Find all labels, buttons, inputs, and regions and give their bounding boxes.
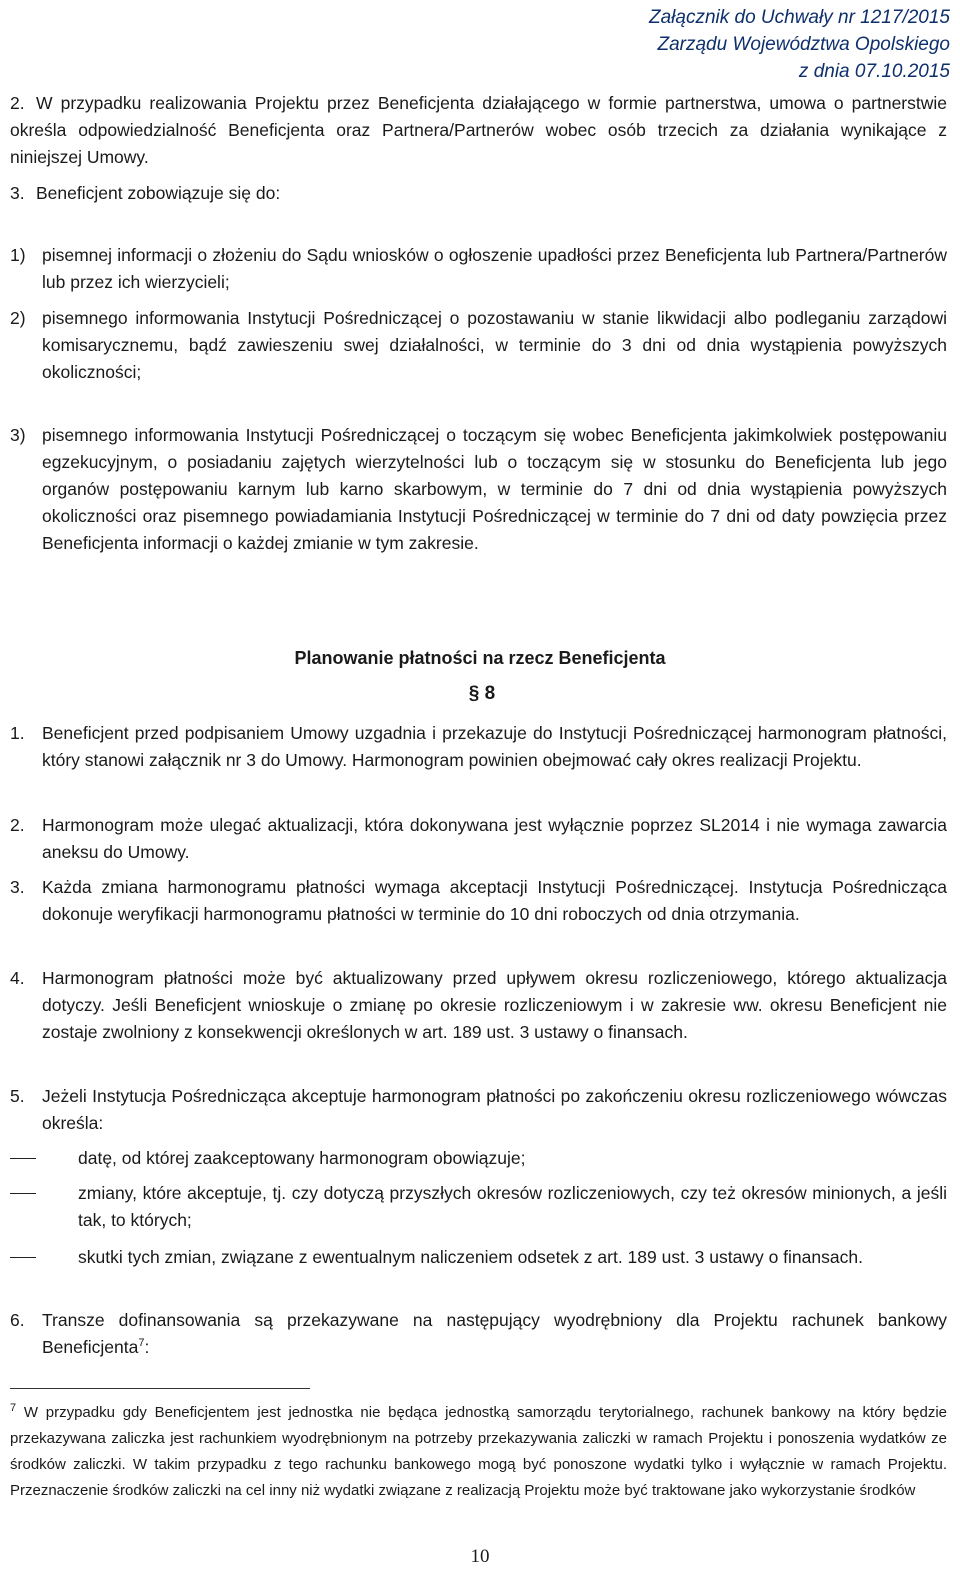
paragraph-partnership: W przypadku realizowania Projektu przez Beneficjenta działającego w formie partnerstwa, umowa o partnerstwie określa odpowiedzialność Beneficjenta oraz Partnera/Partnerów wobec osób trzecich za działania wynikające z niniejszej Umowy. — [10, 93, 947, 167]
subitem-number: 3) — [10, 425, 26, 445]
bullet-effective-date: datę, od której zaakceptowany harmonogram obowiązuje; — [78, 1148, 526, 1168]
footnote-separator — [10, 1388, 310, 1389]
bullet-change-effects: skutki tych zmian, związane z ewentualnym naliczeniem odsetek z art. 189 ust. 3 ustawy o finansach. — [78, 1247, 863, 1267]
item-number: 1. — [10, 723, 25, 743]
dash-bullet — [10, 1193, 36, 1194]
footnote-text: W przypadku gdy Beneficjentem jest jednostka nie będąca jednostką samorządu terytorialnego, rachunek bankowy na który będzie przekazywana zaliczka jest rachunkiem wyodrębnionym na potrzeby przekazywania zaliczki w ramach Projektu i ponoszenia wydatków ze środków zaliczki. W takim przypadku z tego rachunku bankowego mogą być ponoszone wydatki tylko i wyłącznie w ramach Projektu. Przeznaczenie środków zaliczki na cel inny niż wydatki związane z realizacją Projektu może być traktowane jako wykorzystanie środków — [10, 1404, 947, 1499]
subitem-bankruptcy: pisemnej informacji o złożeniu do Sądu wniosków o ogłoszenie upadłości przez Beneficjenta lub Partnera/Partnerów lub przez ich wierzycieli; — [42, 245, 947, 292]
paragraph-late-acceptance: Jeżeli Instytucja Pośrednicząca akceptuje harmonogram płatności po zakończeniu okresu rozliczeniowego wówczas określa: — [42, 1086, 947, 1133]
footnote-mark: 7 — [10, 1402, 17, 1414]
item-number: 6. — [10, 1310, 25, 1330]
section-number: § 8 — [468, 683, 496, 704]
footnote-7 — [10, 1400, 947, 1504]
paragraph-obligations-intro: Beneficjent zobowiązuje się do: — [36, 183, 281, 203]
paragraph-schedule-timing: Harmonogram płatności może być aktualizowany przed upływem okresu rozliczeniowego, którego aktualizacja dotyczy. Jeśli Beneficjent wnioskuje o zmianę po okresie rozliczeniowym i w zakresie ww. okresu Beneficjent nie zostaje zwolniony z konsekwencji określonych w art. 189 ust. 3 ustawy o finansach. — [42, 968, 947, 1042]
section-title: Planowanie płatności na rzecz Beneficjenta — [294, 648, 666, 668]
paragraph-schedule-agreement: Beneficjent przed podpisaniem Umowy uzgadnia i przekazuje do Instytucji Pośredniczącej harmonogram płatności, który stanowi załącznik nr 3 do Umowy. Harmonogram powinien obejmować cały okres realizacji Projektu. — [42, 723, 947, 770]
item-number: 2. — [10, 815, 25, 835]
header-line-2: Zarządu Województwa Opolskiego — [657, 34, 950, 55]
item-number: 4. — [10, 968, 25, 988]
dash-bullet — [10, 1257, 36, 1258]
subitem-enforcement: pisemnego informowania Instytucji Pośredniczącej o toczącym się wobec Beneficjenta jakimkolwiek postępowaniu egzekucyjnym, o posiadaniu zajętych wierzytelności lub o toczącym się w stosunku do Beneficjenta lub jego organów postępowaniu karnym lub karno skarbowym, w terminie do 7 dni od dnia wystąpienia powyższych okoliczności oraz pisemnego powiadamiania Instytucji Pośredniczącej w terminie do 7 dni od daty powzięcia przez Beneficjenta informacji o każdej zmianie w tym zakresie. — [42, 425, 947, 553]
subitem-number: 1) — [10, 245, 26, 265]
subitem-liquidation: pisemnego informowania Instytucji Pośredniczącej o pozostawaniu w stanie likwidacji albo podleganiu zarządowi komisarycznemu, bądź zawieszeniu swej działalności, w terminie do 3 dni od dnia wystąpienia powyższych okoliczności; — [42, 308, 947, 382]
paragraph-schedule-acceptance: Każda zmiana harmonogramu płatności wymaga akceptacji Instytucji Pośredniczącej. Instytucja Pośrednicząca dokonuje weryfikacji harmonogramu płatności w terminie do 10 dni roboczych od dnia otrzymania. — [42, 877, 947, 924]
bank-account-text: Transze dofinansowania są przekazywane na następujący wyodrębniony dla Projektu rachunek bankowy Beneficjenta — [42, 1310, 947, 1357]
item-number: 3. — [10, 183, 25, 203]
page-number: 10 — [470, 1546, 490, 1567]
dash-bullet — [10, 1158, 36, 1159]
header-line-3: z dnia 07.10.2015 — [798, 61, 950, 82]
bank-account-colon: : — [144, 1337, 150, 1357]
footnote-reference: 7 — [138, 1337, 145, 1350]
paragraph-schedule-update: Harmonogram może ulegać aktualizacji, która dokonywana jest wyłącznie poprzez SL2014 i nie wymaga zawarcia aneksu do Umowy. — [42, 815, 947, 862]
item-number: 2. — [10, 93, 25, 113]
header-line-1: Załącznik do Uchwały nr 1217/2015 — [648, 7, 950, 28]
item-number: 3. — [10, 877, 25, 897]
paragraph-bank-account — [42, 1307, 947, 1361]
resolution-header — [649, 4, 950, 85]
item-number: 5. — [10, 1086, 25, 1106]
subitem-number: 2) — [10, 308, 26, 328]
bullet-accepted-changes: zmiany, które akceptuje, tj. czy dotyczą przyszłych okresów rozliczeniowych, czy też okresów minionych, a jeśli tak, to których; — [78, 1183, 947, 1230]
